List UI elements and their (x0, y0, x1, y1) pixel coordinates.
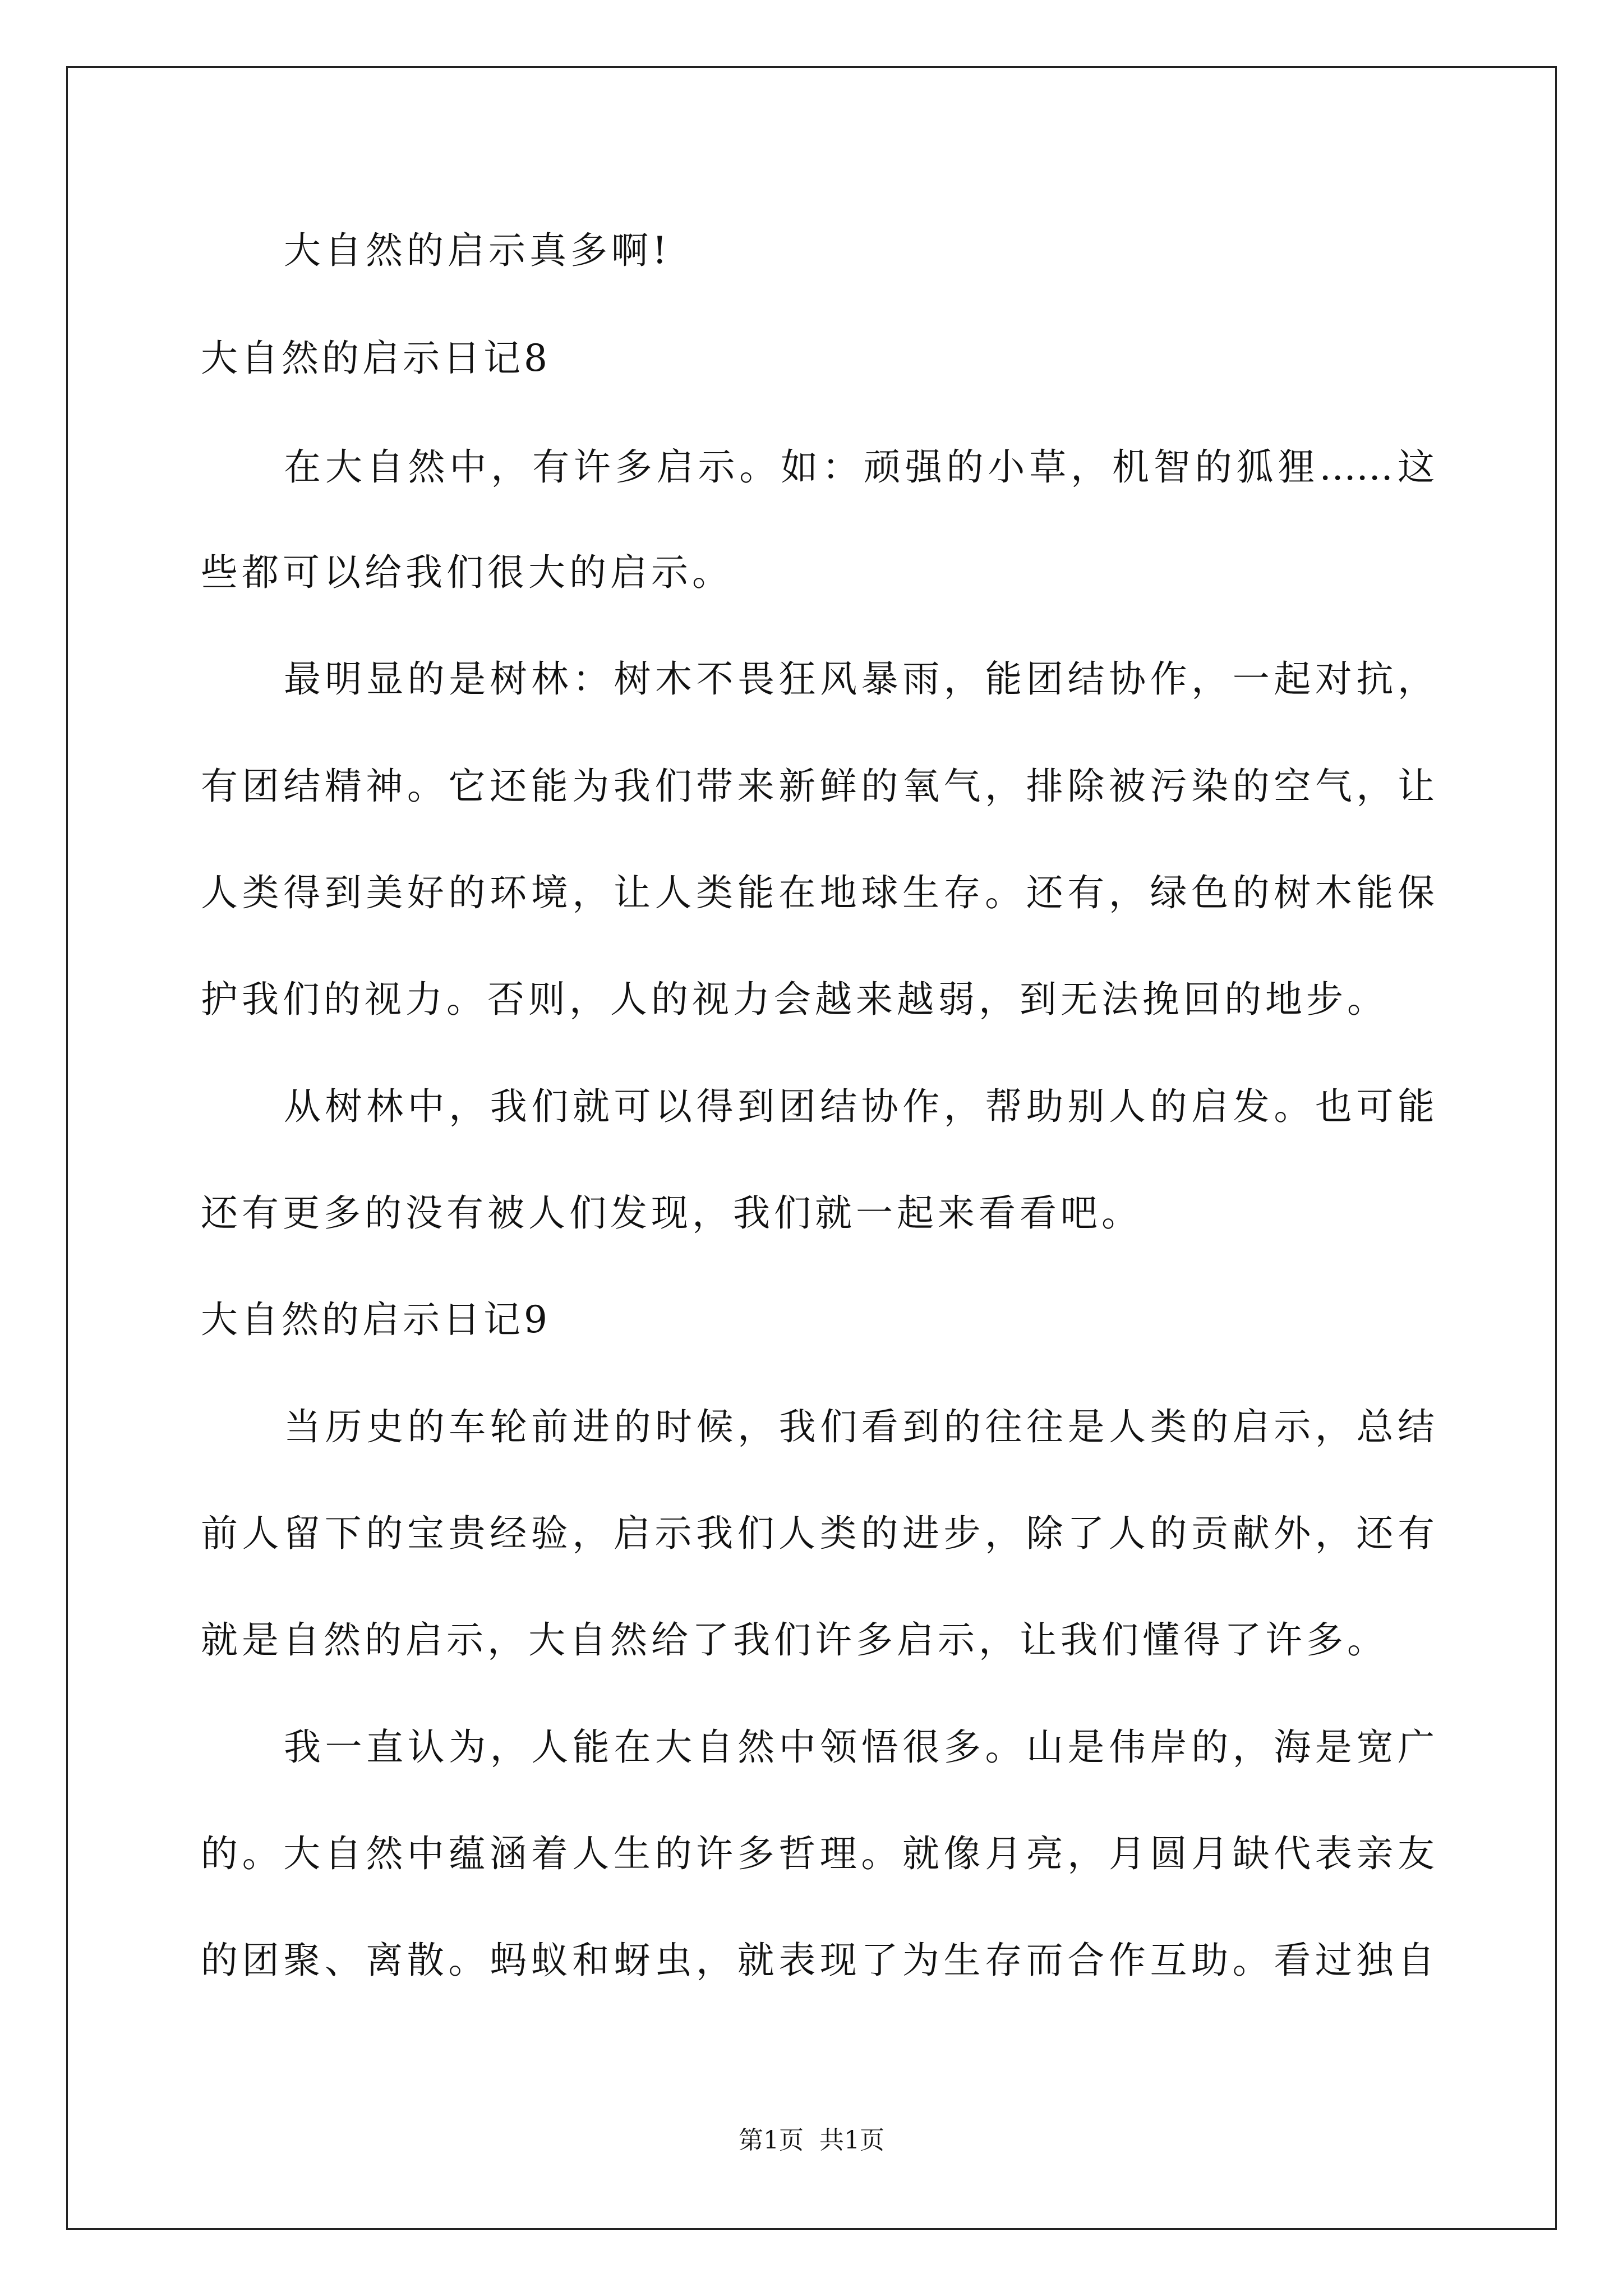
paragraph-line: 最明显的是树林：树木不畏狂风暴雨，能团结协作，一起对抗， (284, 657, 1435, 701)
page-footer (0, 2125, 1623, 2156)
paragraph-line: 从树林中，我们就可以得到团结协作，帮助别人的启发。也可能 (284, 1085, 1435, 1128)
paragraph-line: 大自然的启示真多啊! (284, 229, 671, 272)
page-total: 共1页 (819, 2126, 884, 2155)
page-number: 第1页 (739, 2126, 804, 2155)
paragraph-line: 的。大自然中蕴涵着人生的许多哲理。就像月亮，月圆月缺代表亲友 (201, 1832, 1435, 1875)
page-border (66, 66, 1557, 2230)
paragraph-line: 我一直认为，人能在大自然中领悟很多。山是伟岸的，海是宽广 (284, 1726, 1435, 1769)
section-heading: 大自然的启示日记9 (201, 1298, 551, 1341)
paragraph-line: 有团结精神。它还能为我们带来新鲜的氧气，排除被污染的空气，让 (201, 765, 1435, 808)
paragraph-line: 护我们的视力。否则，人的视力会越来越弱，到无法挽回的地步。 (201, 978, 1388, 1021)
paragraph-line: 的团聚、离散。蚂蚁和蚜虫，就表现了为生存而合作互助。看过独自 (201, 1939, 1435, 1982)
paragraph-line: 就是自然的启示，大自然给了我们许多启示，让我们懂得了许多。 (201, 1618, 1388, 1662)
paragraph-line: 还有更多的没有被人们发现，我们就一起来看看吧。 (201, 1191, 1142, 1235)
paragraph-line: 人类得到美好的环境，让人类能在地球生存。还有，绿色的树木能保 (201, 871, 1435, 914)
paragraph-line: 些都可以给我们很大的启示。 (201, 551, 733, 594)
paragraph-line: 在大自然中，有许多启示。如：顽强的小草，机智的狐狸……这 (284, 445, 1435, 489)
paragraph-line: 当历史的车轮前进的时候，我们看到的往往是人类的启示，总结 (284, 1405, 1435, 1448)
section-heading: 大自然的启示日记8 (201, 337, 551, 380)
paragraph-line: 前人留下的宝贵经验，启示我们人类的进步，除了人的贡献外，还有 (201, 1512, 1435, 1555)
